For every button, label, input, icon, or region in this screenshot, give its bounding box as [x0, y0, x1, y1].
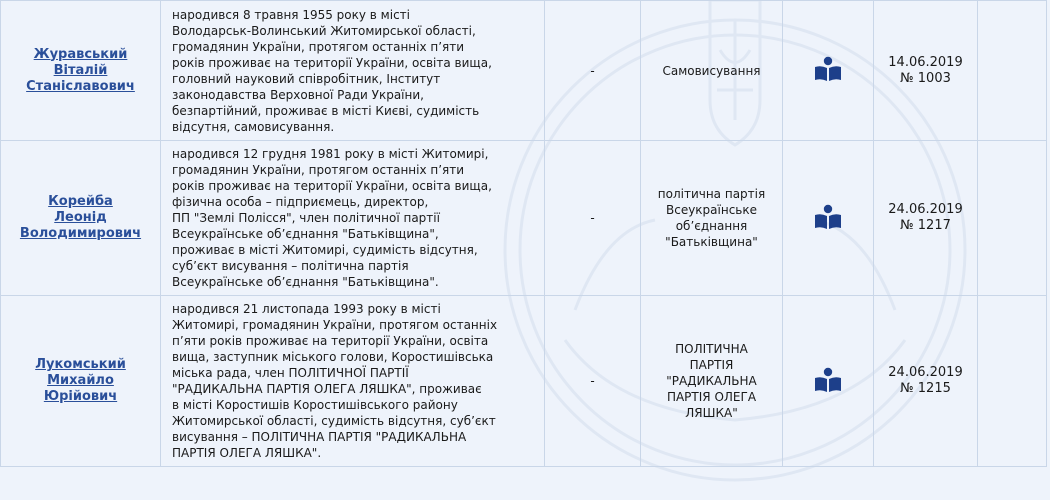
- nominating-subject-line: ПАРТІЯ ОЛЕГА: [666, 390, 757, 404]
- empty-cell: [978, 1, 1047, 141]
- nominating-subject-line: "Батьківщина": [665, 235, 758, 249]
- registration-date-cell: [874, 141, 978, 296]
- biography-line: Всеукраїнське об’єднання "Батьківщина",: [172, 227, 439, 241]
- empty-cell: [978, 141, 1047, 296]
- biography-line: Житомирської області, судимість відсутня, суб’єкт: [172, 414, 496, 428]
- candidate-name-line: Володимирович: [19, 226, 142, 241]
- candidate-name-cell: [1, 1, 161, 141]
- book-reader-icon[interactable]: [813, 367, 843, 393]
- candidate-biography: [161, 141, 545, 296]
- biography-line: народився 21 листопада 1993 року в місті: [172, 302, 441, 316]
- party-membership-cell: [545, 296, 641, 467]
- nominating-subject-line: ЛЯШКА": [685, 406, 738, 420]
- biography-line: законодавства Верховної Ради України,: [172, 87, 424, 102]
- candidate-name-link[interactable]: [20, 194, 141, 242]
- biography-line: відсутня, самовисування.: [172, 119, 335, 134]
- party-value: -: [590, 374, 595, 388]
- candidate-name-link[interactable]: [35, 357, 126, 405]
- nominating-subject-cell: [641, 1, 783, 141]
- registration-number: № 1003: [900, 70, 951, 86]
- party-value: -: [590, 211, 595, 225]
- candidate-name-line: Лукомський: [35, 357, 126, 372]
- registration-date: 24.06.2019: [888, 202, 963, 217]
- candidate-name-line: Михайло: [47, 373, 114, 388]
- biography-line: суб’єкт висування – політична партія: [172, 259, 409, 273]
- biography-line: Житомирі, громадянин України, протягом останніх: [172, 318, 498, 332]
- biography-line: громадянин України, протягом останніх п’яти: [172, 39, 465, 54]
- biography-line: фізична особа – підприємець, директор,: [172, 195, 429, 209]
- book-reader-icon[interactable]: [813, 56, 843, 82]
- candidate-biography: [161, 1, 545, 141]
- nominating-subject-line: "РАДИКАЛЬНА: [666, 374, 757, 388]
- nominating-subject-line: об’єднання: [675, 219, 748, 233]
- table-row: [1, 296, 1047, 467]
- biography-line: народився 8 травня 1955 року в місті: [172, 7, 410, 22]
- biography-line: "РАДИКАЛЬНА ПАРТІЯ ОЛЕГА ЛЯШКА", проживає: [172, 382, 482, 396]
- biography-line: вища, заступник міського голови, Коростишівська: [172, 350, 494, 364]
- nominating-subject-line: ПОЛІТИЧНА: [675, 342, 748, 356]
- party-membership-cell: [545, 1, 641, 141]
- registration-number: № 1215: [900, 381, 951, 396]
- program-cell: [783, 1, 874, 141]
- nominating-subject-line: ПАРТІЯ: [689, 358, 734, 372]
- registration-date-cell: [874, 1, 978, 141]
- nominating-subject-line: Всеукраїнське: [665, 203, 757, 217]
- nominating-subject-line: політична партія: [657, 187, 766, 201]
- candidate-name-cell: [1, 296, 161, 467]
- program-cell: [783, 141, 874, 296]
- biography-line: Володарськ-Волинський Житомирської області,: [172, 23, 476, 38]
- candidate-name-cell: [1, 141, 161, 296]
- candidate-biography: [161, 296, 545, 467]
- candidate-name-line: Станіславович: [26, 78, 135, 94]
- nominating-subject-cell: [641, 296, 783, 467]
- nominating-subject-line: Самовисування: [662, 63, 761, 78]
- biography-line: безпартійний, проживає в місті Києві, судимість: [172, 103, 480, 118]
- candidate-name-line: Віталій: [53, 62, 108, 78]
- candidate-name-line: Юрійович: [43, 389, 118, 404]
- biography-line: народився 12 грудня 1981 року в місті Житомирі,: [172, 147, 489, 161]
- candidate-name-line: Корейба: [48, 194, 113, 209]
- party-value: -: [590, 63, 595, 78]
- table-row: [1, 141, 1047, 296]
- book-reader-icon[interactable]: [813, 204, 843, 230]
- biography-line: п’яти років проживає на території України, освіта: [172, 334, 489, 348]
- candidate-name-link[interactable]: [26, 47, 135, 95]
- registration-date: 24.06.2019: [888, 365, 963, 380]
- registration-date-cell: [874, 296, 978, 467]
- biography-line: в місті Коростишів Коростишівського району: [172, 398, 458, 412]
- biography-line: головний науковий співробітник, Інститут: [172, 71, 441, 86]
- biography-line: років проживає на території України, освіта вища,: [172, 179, 492, 193]
- registration-number: № 1217: [900, 218, 951, 233]
- biography-line: громадянин України, протягом останніх п’яти: [172, 163, 465, 177]
- table-row: [1, 1, 1047, 141]
- candidate-name-line: Леонід: [54, 210, 107, 225]
- biography-line: Всеукраїнське об’єднання "Батьківщина".: [172, 275, 439, 289]
- party-membership-cell: [545, 141, 641, 296]
- registration-date: 14.06.2019: [888, 54, 963, 70]
- candidate-name-line: Журавський: [33, 46, 128, 62]
- biography-line: ПП "Землі Полісся", член політичної партії: [172, 211, 440, 225]
- biography-line: ПАРТІЯ ОЛЕГА ЛЯШКА".: [172, 446, 322, 460]
- biography-line: міська рада, член ПОЛІТИЧНОЇ ПАРТІЇ: [172, 366, 409, 380]
- biography-line: проживає в місті Житомирі, судимість відсутня,: [172, 243, 478, 257]
- biography-line: років проживає на території України, освіта вища,: [172, 55, 492, 70]
- biography-line: висування – ПОЛІТИЧНА ПАРТІЯ "РАДИКАЛЬНА: [172, 430, 467, 444]
- nominating-subject-cell: [641, 141, 783, 296]
- program-cell: [783, 296, 874, 467]
- empty-cell: [978, 296, 1047, 467]
